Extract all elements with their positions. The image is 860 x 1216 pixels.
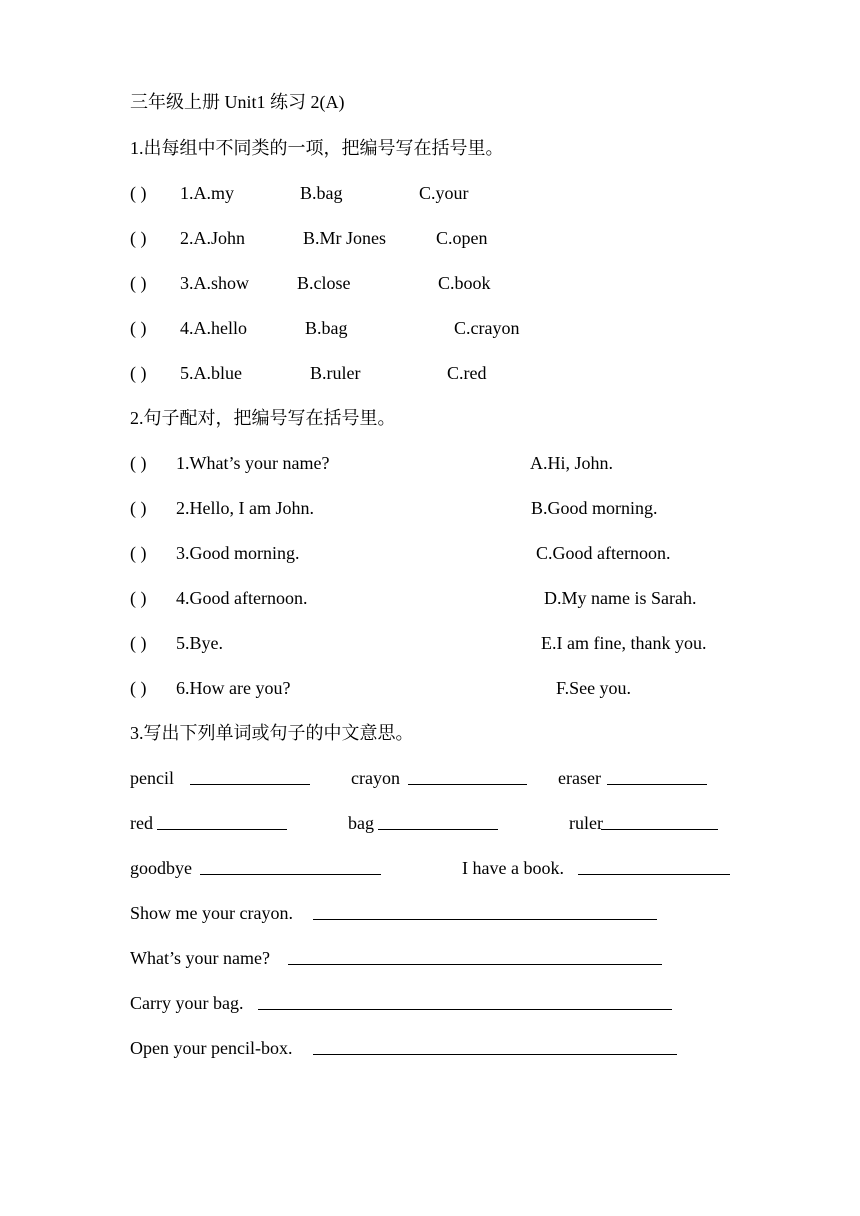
answer-blank[interactable]	[601, 812, 718, 835]
vocab-word: I have a book.	[462, 858, 564, 878]
option-c: C.crayon	[454, 318, 520, 338]
translate-sentence: Open your pencil-box.	[130, 1038, 293, 1058]
vocab-word: red	[130, 813, 153, 833]
answer-blank[interactable]	[288, 947, 662, 970]
option-a: 3.A.show	[180, 273, 250, 293]
match-option: C.Good afternoon.	[536, 543, 671, 563]
option-b: B.bag	[305, 318, 348, 338]
option-c: C.book	[438, 273, 491, 293]
answer-parentheses[interactable]: ( )	[130, 228, 147, 248]
vocab-word: crayon	[351, 768, 400, 788]
option-a: 1.A.my	[180, 183, 234, 203]
vocab-word: bag	[348, 813, 374, 833]
option-b: B.close	[297, 273, 351, 293]
vocab-word: ruler	[569, 813, 603, 833]
section2-heading: 2.句子配对，把编号写在括号里。	[130, 408, 396, 428]
vocab-word: pencil	[130, 768, 174, 788]
answer-parentheses[interactable]: ( )	[130, 543, 147, 563]
answer-parentheses[interactable]: ( )	[130, 318, 147, 338]
answer-blank[interactable]	[313, 1037, 677, 1060]
answer-blank[interactable]	[578, 857, 730, 880]
answer-parentheses[interactable]: ( )	[130, 678, 147, 698]
answer-parentheses[interactable]: ( )	[130, 273, 147, 293]
answer-parentheses[interactable]: ( )	[130, 498, 147, 518]
match-option: A.Hi, John.	[530, 453, 614, 473]
option-b: B.bag	[300, 183, 343, 203]
vocab-word: goodbye	[130, 858, 192, 878]
match-option: D.My name is Sarah.	[544, 588, 697, 608]
answer-blank[interactable]	[200, 857, 381, 880]
answer-blank[interactable]	[607, 767, 707, 790]
translate-sentence: Show me your crayon.	[130, 903, 293, 923]
question-text: 3.Good morning.	[176, 543, 300, 563]
option-a: 5.A.blue	[180, 363, 242, 383]
answer-blank[interactable]	[378, 812, 498, 835]
question-text: 4.Good afternoon.	[176, 588, 308, 608]
translate-sentence: Carry your bag.	[130, 993, 244, 1013]
option-c: C.red	[447, 363, 487, 383]
match-option: F.See you.	[556, 678, 632, 698]
answer-parentheses[interactable]: ( )	[130, 453, 147, 473]
match-option: B.Good morning.	[531, 498, 658, 518]
answer-blank[interactable]	[258, 992, 672, 1015]
option-c: C.your	[419, 183, 469, 203]
vocab-word: eraser	[558, 768, 601, 788]
worksheet-title: 三年级上册 Unit1 练习 2(A)	[130, 92, 345, 112]
answer-parentheses[interactable]: ( )	[130, 633, 147, 653]
option-c: C.open	[436, 228, 488, 248]
question-text: 1.What’s your name?	[176, 453, 330, 473]
answer-parentheses[interactable]: ( )	[130, 363, 147, 383]
question-text: 5.Bye.	[176, 633, 223, 653]
answer-parentheses[interactable]: ( )	[130, 588, 147, 608]
answer-blank[interactable]	[313, 902, 657, 925]
option-b: B.Mr Jones	[303, 228, 387, 248]
match-option: E.I am fine, thank you.	[541, 633, 707, 653]
section3-heading: 3.写出下列单词或句子的中文意思。	[130, 723, 414, 743]
option-a: 2.A.John	[180, 228, 246, 248]
section1-heading: 1.出每组中不同类的一项，把编号写在括号里。	[130, 138, 504, 158]
question-text: 6.How are you?	[176, 678, 291, 698]
question-text: 2.Hello, I am John.	[176, 498, 314, 518]
option-b: B.ruler	[310, 363, 361, 383]
answer-parentheses[interactable]: ( )	[130, 183, 147, 203]
answer-blank[interactable]	[157, 812, 287, 835]
translate-sentence: What’s your name?	[130, 948, 270, 968]
option-a: 4.A.hello	[180, 318, 247, 338]
answer-blank[interactable]	[408, 767, 527, 790]
answer-blank[interactable]	[190, 767, 310, 790]
